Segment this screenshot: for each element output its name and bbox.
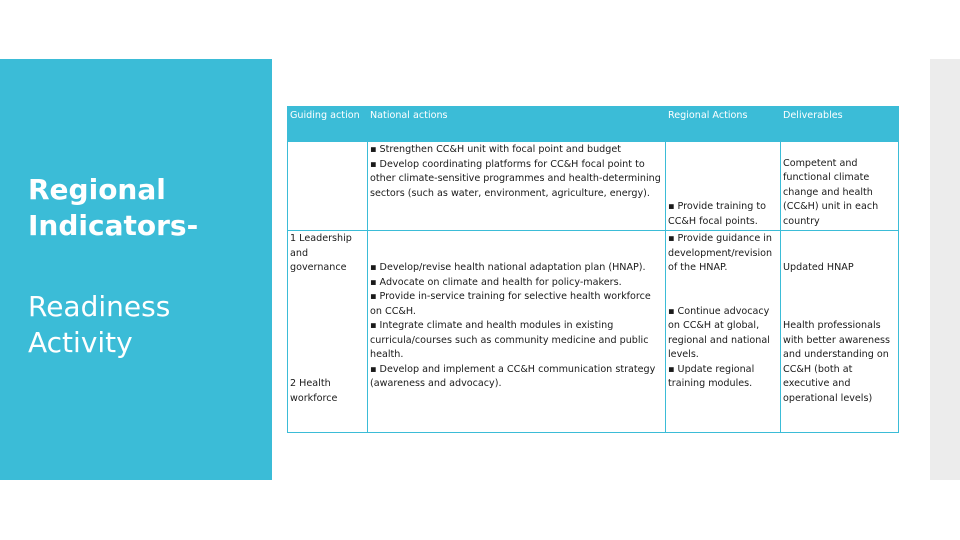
cell-deliverables: Updated HNAP Health professionals with better awareness and understanding on CC&H (both at executive and operational levels) xyxy=(781,231,899,433)
cell-guiding-action: 1 Leadership and governance 2 Health workforce xyxy=(288,231,368,433)
cell-regional-actions: ▪ Provide training to CC&H focal points. xyxy=(666,142,781,231)
header-regional-actions: Regional Actions xyxy=(666,107,781,142)
cell-guiding-action xyxy=(288,142,368,231)
cell-national-actions: ▪ Strengthen CC&H unit with focal point and budget ▪ Develop coordinating platforms for CC&H focal point to other climate-sensitive programmes and health-determining sectors (such as water, environment, agriculture, energy). xyxy=(368,142,666,231)
slide-subtitle: Readiness Activity xyxy=(28,290,171,359)
cell-deliverables: Competent and functional climate change and health (CC&H) unit in each country xyxy=(781,142,899,231)
indicators-table xyxy=(287,106,899,433)
header-national-actions: National actions xyxy=(368,107,666,142)
cell-regional-actions: ▪ Provide guidance in development/revision of the HNAP. ▪ Continue advocacy on CC&H at global, regional and national levels. ▪ Update regional training modules. xyxy=(666,231,781,433)
table-row xyxy=(288,231,899,433)
right-edge-strip xyxy=(930,59,960,480)
slide-title: Regional Indicators- xyxy=(28,173,199,242)
cell-national-actions: ▪ Develop/revise health national adaptation plan (HNAP). ▪ Advocate on climate and health for policy-makers. ▪ Provide in-service training for selective health workforce on CC&H. ▪ Integrate climate and health modules in existing curricula/courses such as community medicine and public health. ▪ Develop and implement a CC&H communication strategy (awareness and advocacy). xyxy=(368,231,666,433)
side-panel xyxy=(0,59,272,480)
header-guiding-action: Guiding action xyxy=(288,107,368,142)
table-header-row xyxy=(288,107,899,142)
table-row xyxy=(288,142,899,231)
header-deliverables: Deliverables xyxy=(781,107,899,142)
